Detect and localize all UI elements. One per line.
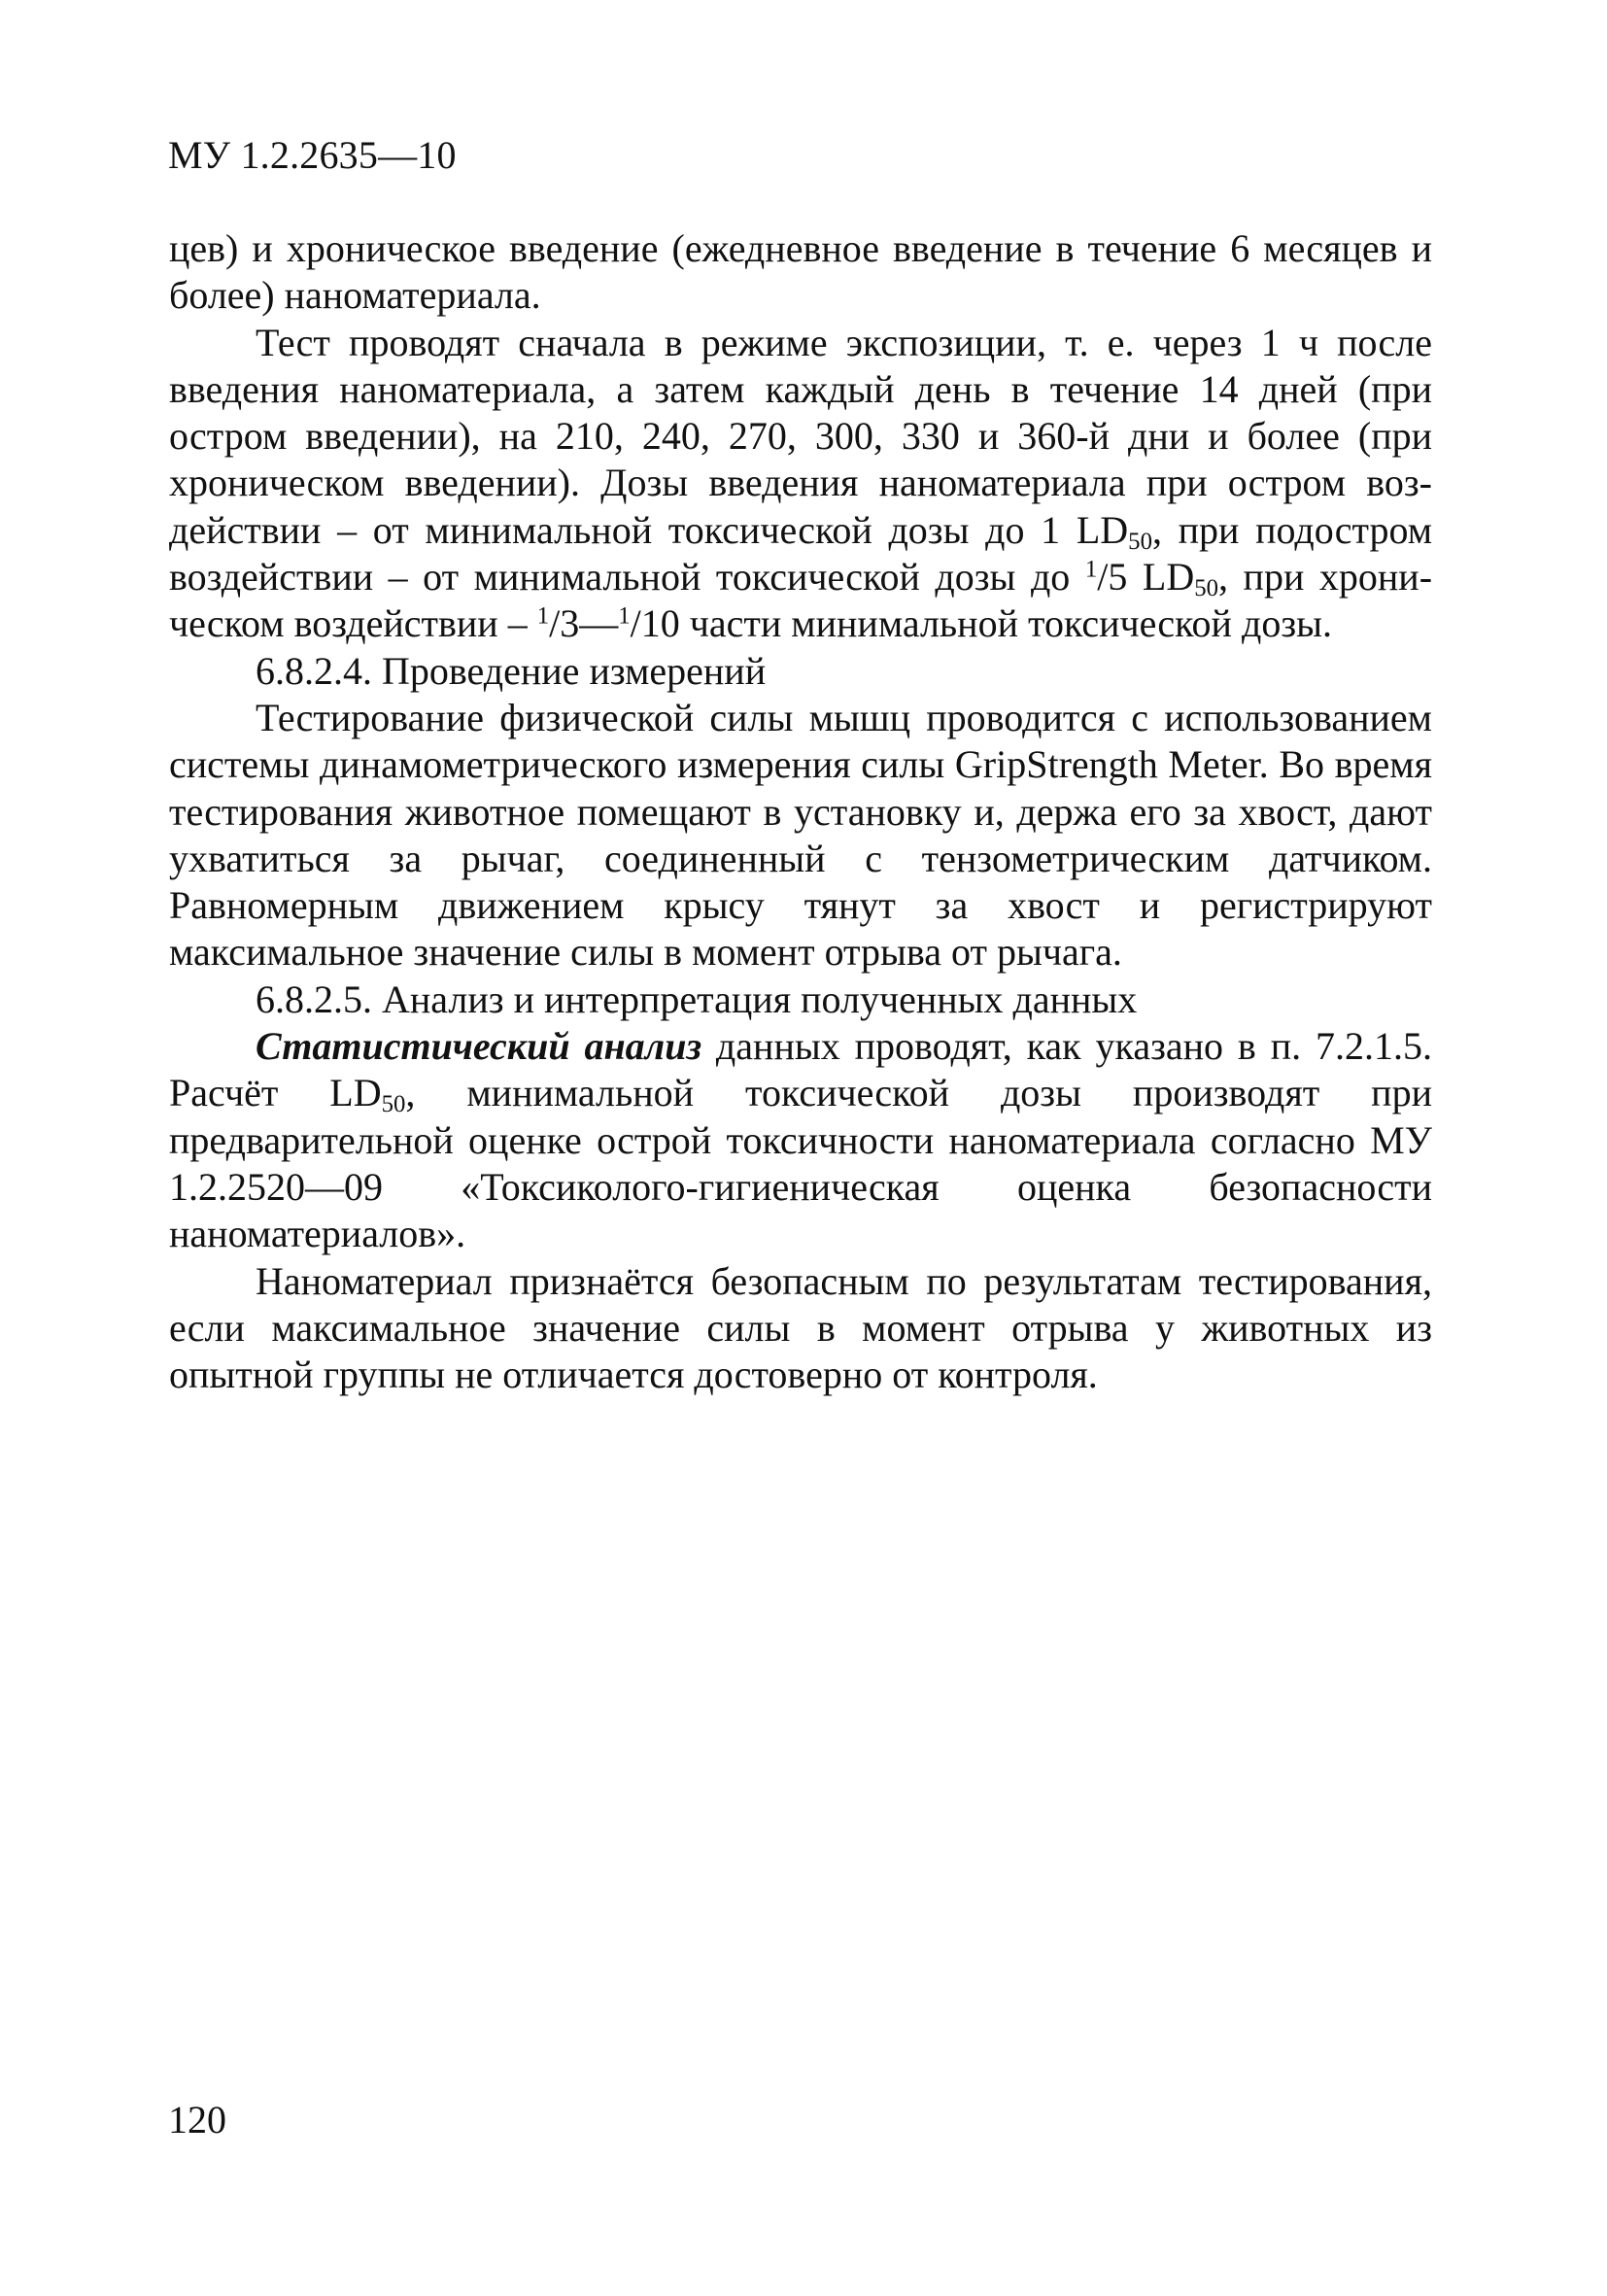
text-run: данных проводят, как указано в п. 7.2.1.5. Расчёт LD: [169, 1024, 1432, 1115]
document-code-header: МУ 1.2.2635—10: [168, 133, 457, 177]
section-heading-measurements: 6.8.2.4. Проведение измерений: [256, 648, 767, 693]
fraction-numerator: 1: [1084, 556, 1098, 583]
emphasized-term: Статистический анализ: [256, 1024, 702, 1069]
subscript: 50: [381, 1091, 406, 1118]
fraction-denominator: /10: [630, 601, 680, 646]
fraction-denominator: /5: [1097, 555, 1128, 600]
text-run: части минимальной токсической дозы.: [679, 601, 1332, 646]
paragraph-continuation: цев) и хроническое введение (ежедневное введение в течение 6 месяцев и более) наноматериала.: [169, 226, 1432, 318]
paragraph-test-schedule: [169, 320, 1432, 648]
text-run: , минимальной токсической дозы производят при предварительной оценке острой токсичности наноматериала согласно МУ 1.2.2520—09 «Токсиколого-гигиеническая оценка безопасности наноматериалов».: [169, 1071, 1432, 1256]
fraction-numerator: 1: [536, 602, 550, 630]
subscript: 50: [1194, 575, 1219, 602]
section-heading-analysis: 6.8.2.5. Анализ и интерпретация полученных данных: [256, 977, 1138, 1021]
text-run: , при хроническом воздействии –: [169, 555, 1433, 646]
subscript: 50: [1128, 528, 1152, 555]
fraction-numerator: 1: [618, 602, 631, 630]
fraction-denominator: /3: [549, 601, 580, 646]
paragraph-measurements: Тестирование физической силы мышц проводится с использованием системы динамометрического измерения силы GripStrength Meter. Во время тестирования животное помещают в установку и, держа его за хвост, дают ухватиться за рычаг, соединенный с тензометрическим датчиком. Равномерным движением крысу тянут за хвост и регистрируют максимальное значение силы в момент отрыва от рычага.: [169, 695, 1432, 975]
paragraph-analysis: [169, 1023, 1432, 1257]
page-number: 120: [168, 2098, 226, 2142]
body-text: [169, 225, 1432, 1398]
paragraph-conclusion: Наноматериал признаётся безопасным по результатам тестирования, если максимальное значение силы в момент отрыва у животных из опытной группы не отличается достоверно от контроля.: [169, 1258, 1432, 1397]
text-run: Тест проводят сначала в режиме экспозиции, т. е. через 1 ч после введения наноматериала, а затем каждый день в течение 14 дней (при остром введении), на 210, 240, 270, 300, 330 и 360-й дни и более (при хроническом введении). Дозы введения наноматериала при остром воздействии – от минимальной токсической дозы до 1 LD: [169, 320, 1432, 552]
text-run: , при подостром воздействии – от минимальной токсической дозы до: [169, 507, 1433, 600]
dash: —: [579, 601, 619, 646]
text-run: LD: [1127, 555, 1195, 600]
